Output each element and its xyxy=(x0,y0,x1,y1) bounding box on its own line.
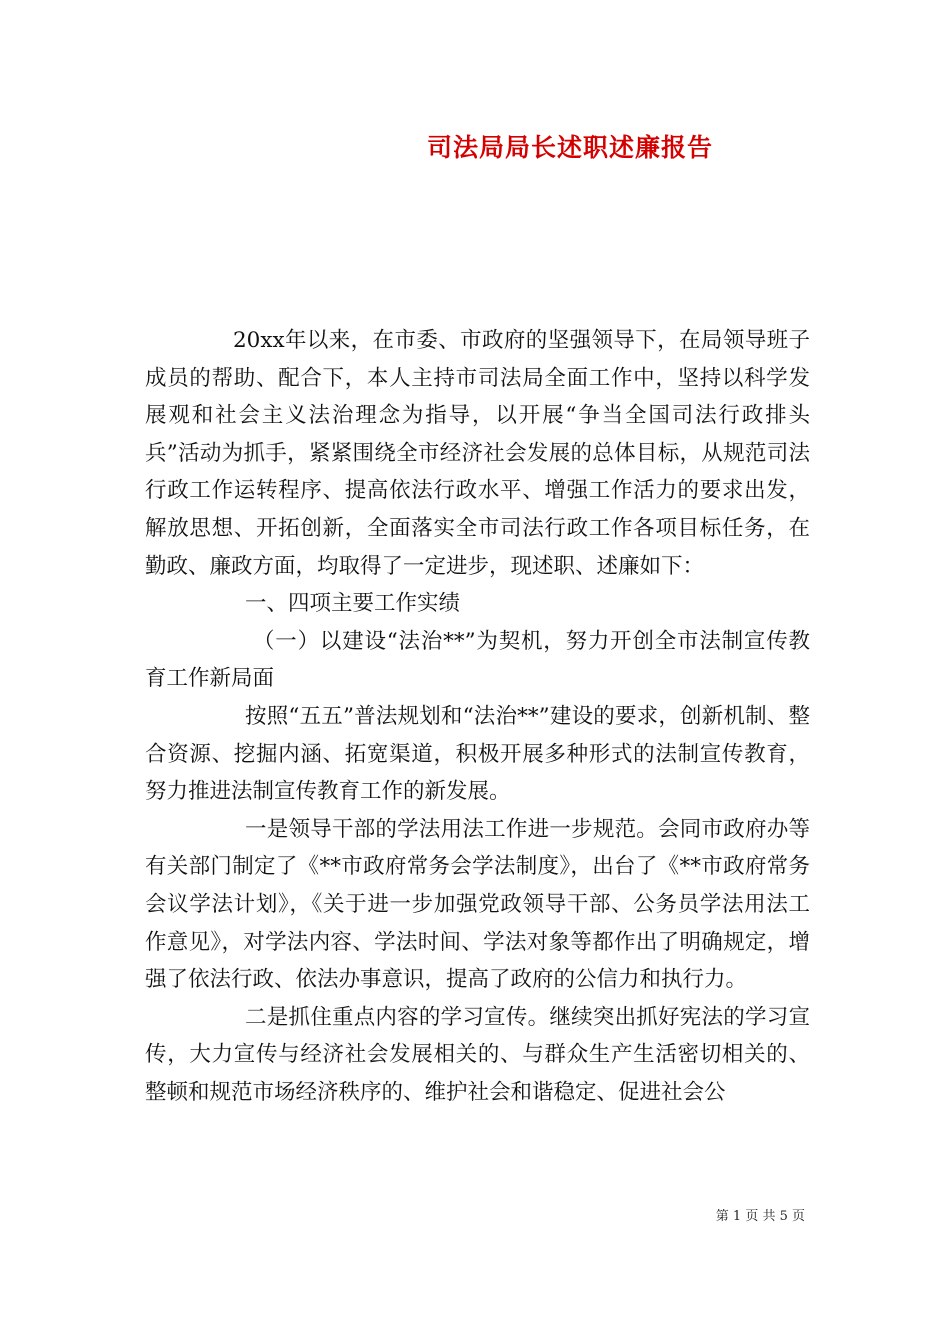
paragraph-point-two: 二是抓住重点内容的学习宣传。继续突出抓好宪法的学习宣传，大力宣传与经济社会发展相关的、与群众生产生活密切相关的、整顿和规范市场经济秩序的、维护社会和谐稳定、促进社会公 xyxy=(145,1004,810,1105)
paragraph-point-one: 一是领导干部的学法用法工作进一步规范。会同市政府办等有关部门制定了《**市政府常务会学法制度》，出台了《**市政府常务会议学法计划》，《关于进一步加强党政领导干部、公务员学法用法工作意见》，对学法内容、学法时间、学法对象等都作出了明确规定，增强了依法行政、依法办事意识，提高了政府的公信力和执行力。 xyxy=(145,816,810,993)
subsection-heading: （一）以建设“法治**”为契机，努力开创全市法制宣传教育工作新局面 xyxy=(145,628,810,692)
document-body xyxy=(145,322,810,1111)
page-footer: 第 1 页 共 5 页 xyxy=(715,1209,805,1224)
page-title: 司法局局长述职述廉报告 xyxy=(426,133,713,162)
paragraph-intro: 20xx年以来，在市委、市政府的坚强领导下，在局领导班子成员的帮助、配合下，本人主持市司法局全面工作中，坚持以科学发展观和社会主义法治理念为指导，以开展“争当全国司法行政排头兵”活动为抓手，紧紧围绕全市经济社会发展的总体目标，从规范司法行政工作运转程序、提高依法行政水平、增强工作活力的要求出发，解放思想、开拓创新，全面落实全市司法行政工作各项目标任务，在勤政、廉政方面，均取得了一定进步，现述职、述廉如下： xyxy=(145,328,810,579)
section-heading: 一、四项主要工作实绩 xyxy=(245,591,461,617)
paragraph-overview: 按照“五五”普法规划和“法治**”建设的要求，创新机制、整合资源、挖掘内涵、拓宽渠道，积极开展多种形式的法制宣传教育，努力推进法制宣传教育工作的新发展。 xyxy=(145,703,810,805)
